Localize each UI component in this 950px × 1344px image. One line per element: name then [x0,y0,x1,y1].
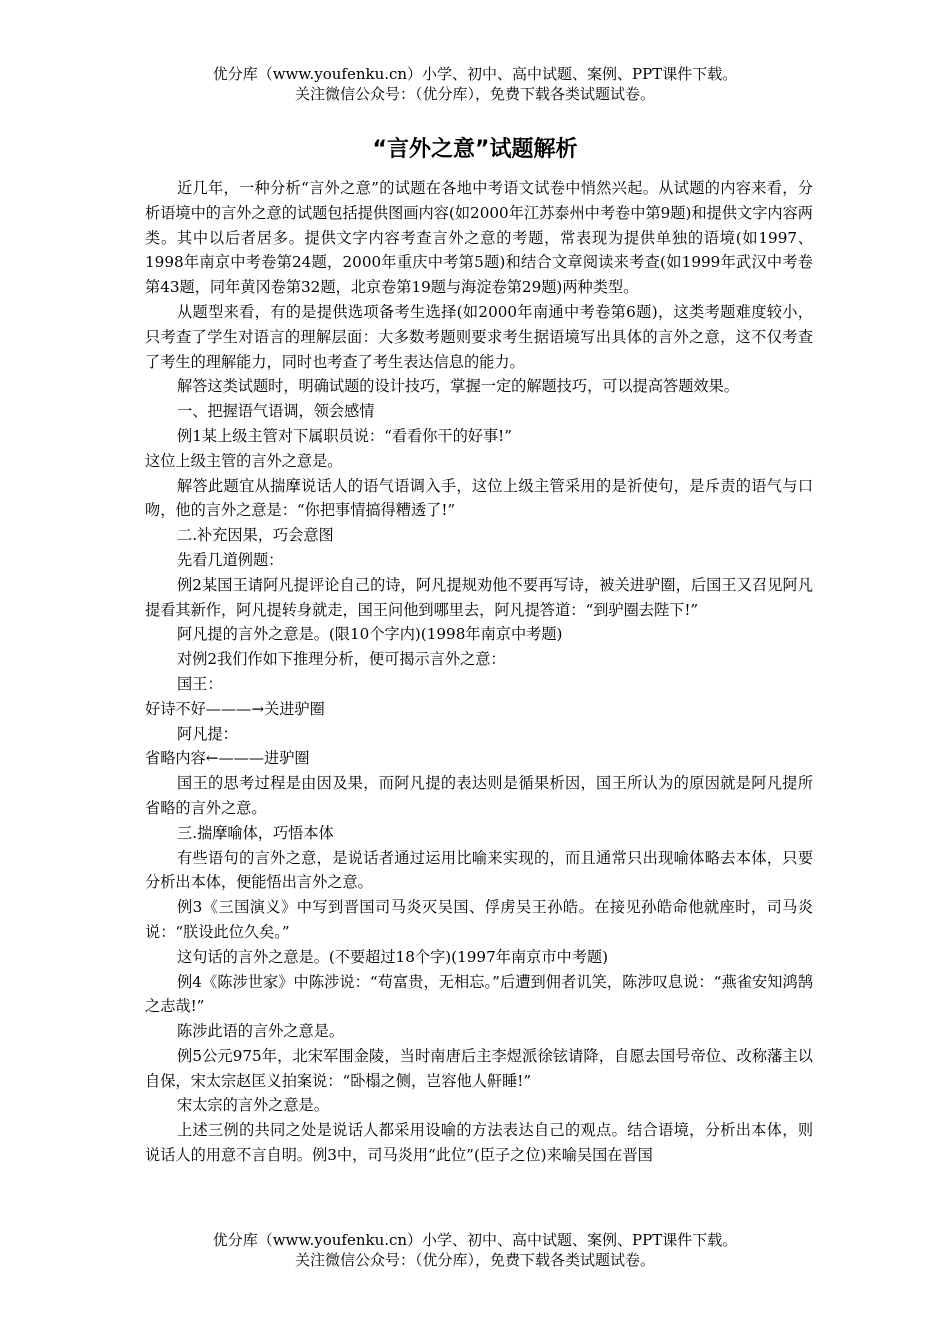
paragraph: 对例2我们作如下推理分析，便可揭示言外之意： [177,650,506,669]
paragraph: 国王的思考过程是由因及果，而阿凡提的表达则是循果析因，国王所认为的原因就是阿凡提所省略的言外之意。 [145,774,813,817]
page-header [0,64,950,104]
paragraph: 二.补充因果，巧会意图 [177,526,334,545]
header-line-2: 关注微信公众号：（优分库），免费下载各类试题试卷。 [294,85,655,103]
paragraph: 好诗不好———→关进驴圈 [145,699,325,718]
paragraph: 三.揣摩喻体，巧悟本体 [177,823,334,842]
paragraph: 有些语句的言外之意，是说话者通过运用比喻来实现的，而且通常只出现喻体略去本体，只要分析出本体，便能悟出言外之意。 [145,848,813,892]
footer-line-1: 优分库（www.youfenku.cn）小学、初中、高中试题、案例、PPT课件下载。 [212,1231,738,1249]
paragraph: 陈涉此语的言外之意是。 [177,1022,345,1041]
paragraph: 例1某上级主管对下属职员说：“看看你干的好事!” [177,426,513,445]
paragraph: 例4《陈涉世家》中陈涉说：“苟富贵，无相忘。”后遭到佣者讥笑，陈涉叹息说：“燕雀安知鸿鹄之志哉!” [145,972,813,1016]
footer-line-2: 关注微信公众号：（优分库），免费下载各类试题试卷。 [294,1251,655,1269]
paragraph: 解答此题宜从揣摩说话人的语气语调入手，这位上级主管采用的是祈使句，是斥责的语气与口吻，他的言外之意是：“你把事情搞得糟透了!” [145,476,813,520]
paragraph: 国王： [177,674,223,693]
paragraph: 省略内容←———进驴圈 [145,749,310,768]
paragraph: 这位上级主管的言外之意是。 [145,451,343,470]
document-title: “言外之意”试题解析 [372,137,578,162]
paragraph: 阿凡提的言外之意是。(限10个字内)(1998年南京中考题) [177,625,563,644]
paragraph: 例5公元975年，北宋军围金陵，当时南唐后主李煜派徐铉请降，自愿去国号帝位、改称藩主以自保，宋太宗赵匡义拍案说：“卧榻之侧，岂容他人鼾睡!” [145,1046,813,1090]
paragraph: 宋太宗的言外之意是。 [177,1096,329,1115]
paragraph: 阿凡提： [177,724,238,743]
page-footer [0,1230,950,1270]
paragraph: 近几年，一种分析“言外之意”的试题在各地中考语文试卷中悄然兴起。从试题的内容来看，分析语境中的言外之意的试题包括提供图画内容(如2000年江苏泰州中考卷中第9题)和提供文字内容两类。其中以后者居多。提供文字内容考查言外之意的考题，常表现为提供单独的语境(如1997、1998年南京中考卷第24题，2000年重庆中考第5题)和结合文章阅读来考查(如1999年武汉中考卷第43题，同年黄冈卷第32题，北京卷第19题与海淀卷第29题)两种类型。 [145,179,813,297]
paragraph: 例2某国王请阿凡提评论自己的诗，阿凡提规劝他不要再写诗，被关进驴圈，后国王又召见阿凡提看其新作，阿凡提转身就走，国王问他到哪里去，阿凡提答道：“到驴圈去陛下!” [145,575,813,619]
document-body [145,176,813,1168]
paragraph: 解答这类试题时，明确试题的设计技巧，掌握一定的解题技巧，可以提高答题效果。 [177,377,739,396]
paragraph: 上述三例的共同之处是说话人都采用设喻的方法表达自己的观点。结合语境，分析出本体，则说话人的用意不言自明。例3中，司马炎用“此位”(臣子之位)来喻吴国在晋国 [145,1121,813,1165]
paragraph: 例3《三国演义》中写到晋国司马炎灭吴国、俘虏吴王孙皓。在接见孙皓命他就座时，司马炎说：“朕设此位久矣。” [145,898,813,941]
paragraph: 这句话的言外之意是。(不要超过18个字)(1997年南京市中考题) [177,947,608,966]
paragraph: 从题型来看，有的是提供选项备考生选择(如2000年南通中考卷第6题)，这类考题难度较小，只考查了学生对语言的理解层面：大多数考题则要求考生据语境写出具体的言外之意，这不仅考查了考生的理解能力，同时也考查了考生表达信息的能力。 [145,302,813,371]
paragraph: 一、把握语气语调，领会感情 [177,402,375,421]
header-line-1: 优分库（www.youfenku.cn）小学、初中、高中试题、案例、PPT课件下载。 [212,65,738,83]
paragraph: 先看几道例题： [177,550,284,569]
